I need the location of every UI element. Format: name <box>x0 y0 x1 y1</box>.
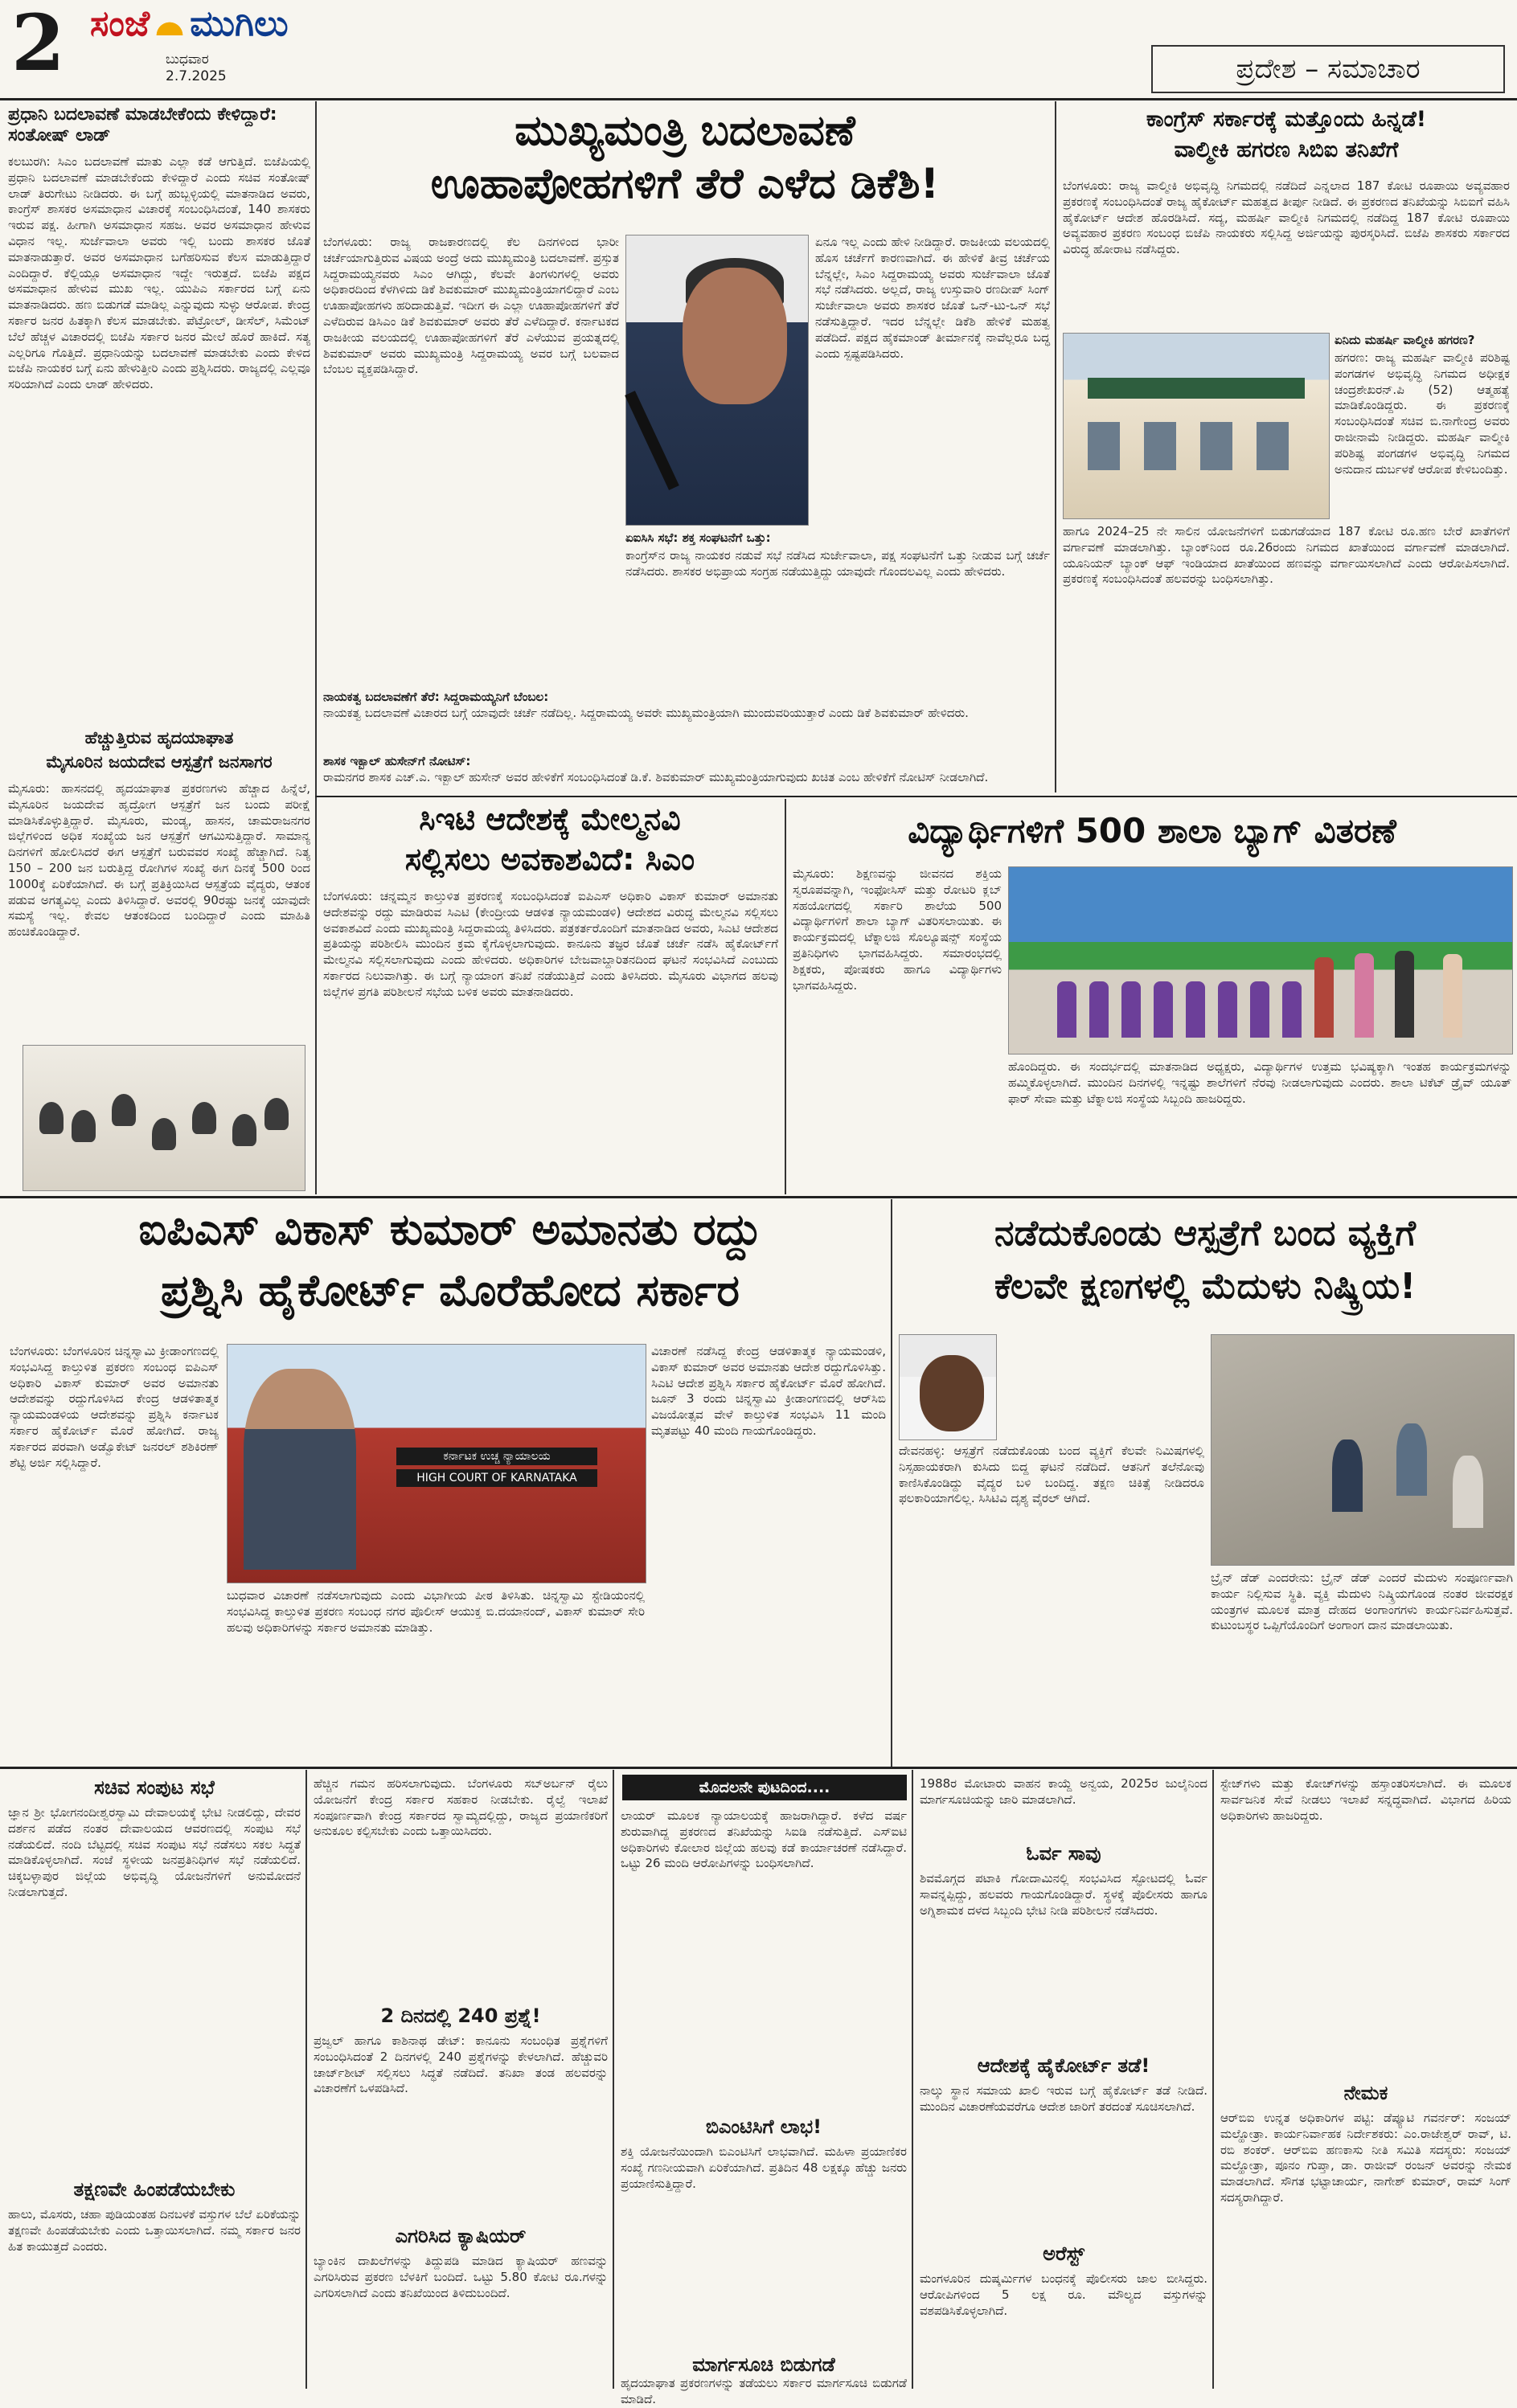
article-dks-subhead-3: ಶಾಸಕ ಇಕ್ಬಾಲ್ ಹುಸೇನ್‌ಗೆ ನೋಟಿಸ್: <box>323 754 471 768</box>
article-cet-headline-1: ಸಿಇಟಿ ಆದೇಶಕ್ಕೆ ಮೇಲ್ಮನವಿ <box>419 801 681 837</box>
cctv-still-photo <box>1211 1334 1515 1566</box>
article-questions-body-top: ಹೆಚ್ಚಿನ ಗಮನ ಹರಿಸಲಾಗುವುದು. ಬೆಂಗಳೂರು ಸಬ್‌ಅರ್ಬನ್ ರೈಲು ಯೋಜನೆಗೆ ಕೇಂದ್ರ ಸರ್ಕಾರ ಸಹಕಾರ ನೀಡಬೇಕು. ರೈಲ್ವೆ ಇಲಾಖೆ ಸಂಪೂರ್ಣವಾಗಿ ಕೇಂದ್ರ ಸರ್ಕಾರದ ಸ್ವಾಮ್ಯದಲ್ಲಿದ್ದು, ರಾಜ್ಯದ ಪ್ರಯಾಣಿಕರಿಗೆ ಅನುಕೂಲ ಕಲ್ಪಿಸಬೇಕು ಎಂದು ಒತ್ತಾಯಿಸಿದರು. <box>314 1776 608 1839</box>
article-dks-caption-body: ಕಾಂಗ್ರೆಸ್‌ನ ರಾಜ್ಯ ನಾಯಕರ ನಡುವೆ ಸಭೆ ನಡೆಸಿದ ಸುರ್ಜೇವಾಲಾ, ಪಕ್ಷ ಸಂಘಟನೆಗೆ ಒತ್ತು ನೀಡುವ ಬಗ್ಗೆ ಚರ್ಚೆ ನಡೆಸಿದರು. ಶಾಸಕರ ಅಭಿಪ್ರಾಯ ಸಂಗ್ರಹ ನಡೆಯುತ್ತಿದ್ದು ಯಾವುದೇ ಗೊಂದಲವಿಲ್ಲ ಎಂದು ಹೇಳಿದರು. <box>625 548 1050 579</box>
article-brain-body-left: ದೇವನಹಳ್ಳಿ: ಆಸ್ಪತ್ರೆಗೆ ನಡೆದುಕೊಂಡು ಬಂದ ವ್ಯಕ್ತಿಗೆ ಕೆಲವೇ ನಿಮಿಷಗಳಲ್ಲಿ ನಿಸ್ಸಹಾಯಕರಾಗಿ ಕುಸಿದು ಬಿದ್ದ ಘಟನೆ ನಡೆದಿದೆ. ಆತನಿಗೆ ತಲೆನೋವು ಕಾಣಿಸಿಕೊಂಡಿದ್ದು ವೈದ್ಯರ ಬಳಿ ಬಂದಿದ್ದ. ತಕ್ಷಣ ಚಿಕಿತ್ಸೆ ನೀಡಿದರೂ ಫಲಕಾರಿಯಾಗಲಿಲ್ಲ. ಸಿಸಿಟಿವಿ ದೃಶ್ಯ ವೈರಲ್ ಆಗಿದೆ. <box>899 1444 1204 1506</box>
article-heart-subheadline: ಮೈಸೂರಿನ ಜಯದೇವ ಆಸ್ಪತ್ರೆಗೆ ಜನಸಾಗರ <box>46 752 273 772</box>
article-dks-body-right: ಏನೂ ಇಲ್ಲ ಎಂದು ಹೇಳಿ ನೀಡಿದ್ದಾರೆ. ರಾಜಕೀಯ ವಲಯದಲ್ಲಿ ಹೊಸ ಚರ್ಚೆಗೆ ಕಾರಣವಾಗಿದೆ. ಈ ಹೇಳಿಕೆ ತೀವ್ರ ಚರ್ಚೆಯ ಬೆನ್ನಲ್ಲೇ, ಸಿಎಂ ಸಿದ್ದರಾಮಯ್ಯ ಅವರು ಸುರ್ಜೆವಾಲಾ ಜೊತೆ ಸಭೆ ನಡೆಸಿದರು. ಅಲ್ಲದೆ, ರಾಜ್ಯ ಉಸ್ತುವಾರಿ ರಣದೀಪ್ ಸಿಂಗ್ ಸುರ್ಜೇವಾಲಾ ಅವರು ಶಾಸಕರ ಜೊತೆ ಒನ್-ಟು-ಒನ್ ಸಭೆ ನಡೆಸುತ್ತಿದ್ದಾರೆ. ಇದರ ಬೆನ್ನಲ್ಲೇ ಡಿಕೆಶಿ ಹೇಳಿಕೆ ಮಹತ್ವ ಪಡೆದಿದೆ. ಪಕ್ಷದ ಹೈಕಮಾಂಡ್ ತೀರ್ಮಾನಕ್ಕೆ ನಾವೆಲ್ಲರೂ ಬದ್ಧ ಎಂದು ಸ್ಪಷ್ಟಪಡಿಸಿದರು. <box>815 235 1050 361</box>
article-cabinet-subhead-body: ಹಾಲು, ಮೊಸರು, ಚಹಾ ಪುಡಿಯಂತಹ ದಿನಬಳಕೆ ವಸ್ತುಗಳ ಬೆಲೆ ಏರಿಕೆಯನ್ನು ತಕ್ಷಣವೇ ಹಿಂಪಡೆಯಬೇಕು ಎಂದು ಒತ್ತಾಯಿಸಲಾಗಿದೆ. ನಮ್ಮ ಸರ್ಕಾರ ಜನರ ಹಿತ ಕಾಯುತ್ತದೆ ಎಂದರು. <box>8 2207 301 2254</box>
column-divider <box>891 1199 892 1767</box>
column-divider <box>1055 101 1056 792</box>
weekday: ಬುಧವಾರ <box>166 51 209 68</box>
section-rule <box>0 1196 1517 1198</box>
article-ovara-subhead-body: ನಾಲ್ಕು ಸ್ಥಾನ ಸಮಾಯ ಖಾಲಿ ಇರುವ ಬಗ್ಗೆ ಹೈಕೋರ್ಟ್ ತಡೆ ನೀಡಿದೆ. ಮುಂದಿನ ವಿಚಾರಣೆಯವರೆಗೂ ಆದೇಶ ಜಾರಿಗೆ ತರದಂತೆ ಸೂಚಿಸಲಾಗಿದೆ. <box>920 2083 1207 2114</box>
column-divider <box>785 799 786 1194</box>
section-rule <box>315 796 1517 797</box>
article-valmiki-body-top: ಬೆಂಗಳೂರು: ರಾಜ್ಯ ವಾಲ್ಮೀಕಿ ಅಭಿವೃದ್ಧಿ ನಿಗಮದಲ್ಲಿ ನಡೆದಿದೆ ಎನ್ನಲಾದ 187 ಕೋಟಿ ರೂಪಾಯಿ ಅವ್ಯವಹಾರ ಪ್ರಕರಣಕ್ಕೆ ಸಂಬಂಧಿಸಿದಂತೆ ರಾಜ್ಯ ಹೈಕೋರ್ಟ್ ಮಹತ್ವದ ತೀರ್ಪು ನೀಡಿದೆ. ಈ ಪ್ರಕರಣದ ತನಿಖೆಯನ್ನು ಸಿಬಿಐಗೆ ವಹಿಸಿ ಹೈಕೋರ್ಟ್ ಆದೇಶ ಹೊರಡಿಸಿದೆ. ಸದ್ಯ, ಮಹರ್ಷಿ ವಾಲ್ಮೀಕಿ ನಿಗಮದಲ್ಲಿ ನಡೆದಿದ್ದ 187 ಕೋಟಿ ರೂಪಾಯಿ ಅವ್ಯವಹಾರ ಪ್ರಕರಣ ಸಂಬಂಧ ಬಿಜೆಪಿ ನಾಯಕರು ಸಲ್ಲಿಸಿದ್ದ ಅರ್ಜಿಯನ್ನು ಪುರಸ್ಕರಿಸಿದೆ. ಬಿಜೆಪಿ ಶಾಸಕರು ಸರ್ಕಾರದ ವಿರುದ್ಧ ಹೋರಾಟ ನಡೆಸಿದ್ದರು. <box>1063 178 1510 257</box>
newspaper-logo <box>90 3 289 44</box>
article-ovara-subhead: ಆದೇಶಕ್ಕೆ ಹೈಕೋರ್ಟ್ ತಡೆ! <box>977 2054 1150 2077</box>
high-court-label-kannada: ಕರ್ನಾಟಕ ಉಚ್ಚ ನ್ಯಾಯಾಲಯ <box>396 1448 597 1465</box>
article-ovara-subhead-2: ಅರೆಸ್ಟ್ <box>1043 2242 1084 2265</box>
article-questions-headline: 2 ದಿನದಲ್ಲಿ 240 ಪ್ರಶ್ನೆ! <box>380 2005 541 2027</box>
article-heart-body: ಮೈಸೂರು: ಹಾಸನದಲ್ಲಿ ಹೃದಯಾಘಾತ ಪ್ರಕರಣಗಳು ಹೆಚ್ಚಾದ ಹಿನ್ನೆಲೆ, ಮೈಸೂರಿನ ಜಯದೇವ ಹೃದ್ರೋಗ ಆಸ್ಪತ್ರೆಗೆ ಜನ ಬಂದು ಪರೀಕ್ಷೆ ಮಾಡಿಸಿಕೊಳ್ಳುತ್ತಿದ್ದಾರೆ. ಮೈಸೂರು, ಮಂಡ್ಯ, ಹಾಸನ, ಚಾಮರಾಜನಗರ ಜಿಲ್ಲೆಗಳಿಂದ ಅಧಿಕ ಸಂಖ್ಯೆಯ ಜನ ಆಸ್ಪತ್ರೆಗೆ ಆಗಮಿಸುತ್ತಿದ್ದಾರೆ. ಸಾಮಾನ್ಯ ದಿನಗಳಿಗೆ ಹೋಲಿಸಿದರೆ ಈಗ ಆಸ್ಪತ್ರೆಗೆ ಬರುವವರ ಸಂಖ್ಯೆ ಹೆಚ್ಚಾಗಿದೆ. ನಿತ್ಯ 150 – 200 ಜನ ಬರುತ್ತಿದ್ದ ರೋಗಿಗಳ ಸಂಖ್ಯೆ ಈಗ ದಿನಕ್ಕೆ 500 ರಿಂದ 1000ಕ್ಕೆ ಏರಿಕೆಯಾಗಿದೆ. ಈ ಬಗ್ಗೆ ಪ್ರತಿಕ್ರಿಯಿಸಿದ ಆಸ್ಪತ್ರೆಯ ವೈದ್ಯರು, ಆತಂಕ ಪಡುವ ಅಗತ್ಯವಿಲ್ಲ ಎಂದು ತಿಳಿಸಿದ್ದಾರೆ. ಅವರಲ್ಲಿ 90ರಷ್ಟು ಜನಕ್ಕೆ ಯಾವುದೇ ಸಮಸ್ಯೆ ಇಲ್ಲ. ಕೇವಲ ಆತಂಕದಿಂದ ಬಂದಿದ್ದಾರೆ ಎಂದು ಮಾಹಿತಿ ಹಂಚಿಕೊಂಡಿದ್ದಾರೆ. <box>8 781 310 940</box>
article-cabinet-body: ಜ್ಞಾನ ಶ್ರೀ ಭೋಗನಂದೀಶ್ವರಸ್ವಾಮಿ ದೇವಾಲಯಕ್ಕೆ ಭೇಟಿ ನೀಡಲಿದ್ದು, ದೇವರ ದರ್ಶನ ಪಡೆದ ನಂತರ ದೇವಾಲಯದ ಆವರಣದಲ್ಲಿ ಸಂಪುಟ ಸಭೆ ನಡೆಯಲಿದೆ. ನಂದಿ ಬೆಟ್ಟದಲ್ಲಿ ಸಚಿವ ಸಂಪುಟ ಸಭೆ ನಡೆಸಲು ಸಕಲ ಸಿದ್ಧತೆ ಮಾಡಿಕೊಳ್ಳಲಾಗಿದೆ. ಸಂಜೆ ಸ್ಥಳೀಯ ಜನಪ್ರತಿನಿಧಿಗಳ ಸಭೆ ನಡೆಯಲಿದೆ. ಚಿಕ್ಕಬಳ್ಳಾಪುರ ಜಿಲ್ಲೆಯ ಅಭಿವೃದ್ಧಿ ಯೋಜನೆಗಳಿಗೆ ಅನುಮೋದನೆ ನೀಡಲಾಗುತ್ತದೆ. <box>8 1805 301 1899</box>
article-lad-body: ಕಲಬುರಗಿ: ಸಿಎಂ ಬದಲಾವಣೆ ಮಾತು ಎಲ್ಲಾ ಕಡೆ ಆಗುತ್ತಿದೆ. ಬಿಜೆಪಿಯಲ್ಲಿ ಪ್ರಧಾನಿ ಬದಲಾವಣೆ ಮಾಡಬೇಕೆಂದು ಕೇಳಿದ್ದಾರೆ ಎಂದು ಸಚಿವ ಸಂತೋಷ್ ಲಾಡ್ ತಿರುಗೇಟು ನೀಡಿದರು. ಈ ಬಗ್ಗೆ ಹುಬ್ಬಳ್ಳಿಯಲ್ಲಿ ಮಾತನಾಡಿದ ಅವರು, ಕಾಂಗ್ರೆಸ್ ಶಾಸಕರ ಅಸಮಾಧಾನ ವಿಚಾರಕ್ಕೆ ಸಂಬಂಧಿಸಿದಂತೆ, 140 ಶಾಸಕರು ಇರುವ ಪಕ್ಷ. ಹೀಗಾಗಿ ಅಸಮಾಧಾನ ಸಹಜ. ಅವರ ಅಸಮಾಧಾನ ಹೇಳುವ ವಿಧಾನ ಇಲ್ಲ. ಸುರ್ಜೆವಾಲಾ ಅವರು ಇಲ್ಲಿ ಬಂದು ಶಾಸಕರ ಜೊತೆ ಮಾತನಾಡುತ್ತಾರೆ. ಅವರ ಅಸಮಾಧಾನ ಬಗೆಹರಿಸುವ ಕೆಲಸ ಮಾಡುತ್ತಿದ್ದಾರೆ ಎಂದಿದ್ದಾರೆ. ಕೆಲ್ಲಿಯ್ಲೂ ಅಸಮಾಧಾನ ಇದ್ದೇ ಇರುತ್ತದೆ. ಬಿಜೆಪಿ ಪಕ್ಷದ ಅಸಮಾಧಾನ ಹೇಳುವ ಮುಖ ಇಲ್ಲ. ಯುಪಿಎ ಸರ್ಕಾರದ ಬಗ್ಗೆ ಏನು ಮಾತನಾಡಿದರು. ಹಣ ಬಿಡುಗಡೆ ಮಾಡಿಲ್ಲ ಎನ್ನುವುದು ಸುಳ್ಳು ಆರೋಪ. ಕೇಂದ್ರ ಸರ್ಕಾರ ಜನರ ಹಿತಕ್ಕಾಗಿ ಕೆಲಸ ಮಾಡಬೇಕು. ಪೆಟ್ರೋಲ್, ಡೀಸೆಲ್, ಸಿಮೆಂಟ್ ಬೆಲೆ ಹೆಚ್ಚಳ ವಿಚಾರದಲ್ಲಿ ಬಿಜೆಪಿ ಸರ್ಕಾರ ಜನರ ಮೇಲೆ ಹೊರೆ ಹಾಕಿದೆ. ಸತ್ಯ ಎಲ್ಲರಿಗೂ ಗೊತ್ತಿದೆ. ಪ್ರಧಾನಿಯನ್ನು ಬದಲಾವಣೆ ಮಾಡಬೇಕು ಎಂದು ಕೇಳಿದ ಬಿಜೆಪಿ ನಾಯಕರ ಬಗ್ಗೆ ಏನು ಹೇಳುತ್ತೀರಿ ಎಂದು ಪ್ರಶ್ನಿಸಿದರು. ರಾಜ್ಯದಲ್ಲಿ ಎಲ್ಲವೂ ಸರಿಯಾಗಿದೆ ಎಂದು ಲಾಡ್ ಹೇಳಿದರು. <box>8 154 310 392</box>
article-dks-subhead-2-body: ನಾಯಕತ್ವ ಬದಲಾವಣೆ ವಿಚಾರದ ಬಗ್ಗೆ ಯಾವುದೇ ಚರ್ಚೆ ನಡೆದಿಲ್ಲ. ಸಿದ್ದರಾಮಯ್ಯ ಅವರೇ ಮುಖ್ಯಮಂತ್ರಿಯಾಗಿ ಮುಂದುವರಿಯುತ್ತಾರೆ ಎಂದು ಡಿಕೆ ಶಿವಕುಮಾರ್ ಹೇಳಿದರು. <box>323 706 969 720</box>
sun-icon <box>156 16 183 35</box>
article-continued-body-top: ಲಾಯರ್ ಮೂಲಕ ನ್ಯಾಯಾಲಯಕ್ಕೆ ಹಾಜರಾಗಿದ್ದಾರೆ. ಕಳೆದ ವರ್ಷ ಶುರುವಾಗಿದ್ದ ಪ್ರಕರಣದ ತನಿಖೆಯನ್ನು ಸಿಐಡಿ ನಡೆಸುತ್ತಿದೆ. ಎಸ್ಐಟಿ ಅಧಿಕಾರಿಗಳು ಕೋಲಾರ ಜಿಲ್ಲೆಯ ಹಲವು ಕಡೆ ಕಾರ್ಯಾಚರಣೆ ನಡೆಸಿದ್ದಾರೆ. ಒಟ್ಟು 26 ಮಂದಿ ಆರೋಪಿಗಳನ್ನು ಬಂಧಿಸಲಾಗಿದೆ. <box>621 1808 907 1871</box>
article-ips-headline-2: ಪ್ರಶ್ನಿಸಿ ಹೈಕೋರ್ಟ್ ಮೊರೆಹೋದ ಸರ್ಕಾರ <box>161 1265 740 1316</box>
dk-shivakumar-photo <box>625 235 809 526</box>
article-dks-body-left: ಬೆಂಗಳೂರು: ರಾಜ್ಯ ರಾಜಕಾರಣದಲ್ಲಿ ಕೆಲ ದಿನಗಳಿಂದ ಭಾರೀ ಚರ್ಚೆಯಾಗುತ್ತಿರುವ ವಿಷಯ ಅಂದ್ರೆ ಅದು ಮುಖ್ಯಮಂತ್ರಿ ಬದಲಾವಣೆ. ಪ್ರಸ್ತುತ ಸಿದ್ದರಾಮಯ್ಯನವರು ಸಿಎಂ ಆಗಿದ್ದು, ಕೆಲವೇ ತಿಂಗಳುಗಳಲ್ಲಿ ಅವರು ಅಧಿಕಾರದಿಂದ ಕೆಳಗಿಳಿದು ಡಿಕೆ ಶಿವಕುಮಾರ್ ಮುಖ್ಯಮಂತ್ರಿಯಾಗಲಿದ್ದಾರೆ ಎಂಬ ಊಹಾಪೋಹಗಳು ಹರಿದಾಡುತ್ತಿವೆ. ಇದೀಗ ಈ ಎಲ್ಲಾ ಊಹಾಪೋಹಗಳಿಗೆ ತೆರೆ ಎಳೆದಿರುವ ಡಿಸಿಎಂ ಡಿಕೆ ಶಿವಕುಮಾರ್ ಅವರು ತೆರೆ ಎಳೆದಿದ್ದಾರೆ. ಕರ್ನಾಟಕದ ರಾಜಕೀಯ ವಲಯದಲ್ಲಿ ಊಹಾಪೋಹಗಳಿಗೆ ತೆರೆ ಎಳೆಯುವ ಪ್ರಯತ್ನದಲ್ಲಿ ಶಿವಕುಮಾರ್ ಅವರು ಮುಖ್ಯಮಂತ್ರಿ ಸಿದ್ದರಾಮಯ್ಯ ಅವರ ಬಗ್ಗೆ ಬಲವಾದ ಬೆಂಬಲ ವ್ಯಕ್ತಪಡಿಸಿದ್ದಾರೆ. <box>323 235 619 377</box>
article-dks-caption: ಏಐಸಿಸಿ ಸಭೆ: ಶಕ್ತ ಸಂಘಟನೆಗೆ ಒತ್ತು: <box>625 530 771 545</box>
page-number: 2 <box>11 0 65 88</box>
article-brain-body-right: ಬ್ರೈನ್ ಡೆಡ್ ಎಂದರೇನು: ಬ್ರೈನ್ ಡೆಡ್ ಎಂದರೆ ಮೆದುಳು ಸಂಪೂರ್ಣವಾಗಿ ಕಾರ್ಯ ನಿಲ್ಲಿಸುವ ಸ್ಥಿತಿ. ವ್ಯಕ್ತಿ ಮೆದುಳು ನಿಷ್ಕ್ರಿಯಗೊಂಡ ನಂತರ ಜೀವರಕ್ಷಕ ಯಂತ್ರಗಳ ಮೂಲಕ ಮಾತ್ರ ದೇಹದ ಅಂಗಾಂಗಗಳು ಕಾರ್ಯನಿರ್ವಹಿಸುತ್ತವೆ. ಕುಟುಂಬಸ್ಥರ ಒಪ್ಪಿಗೆಯೊಂದಿಗೆ ಅಂಗಾಂಗ ದಾನ ಮಾಡಲಾಯಿತು. <box>1211 1571 1513 1633</box>
logo-word-sanje: ಸಂಜೆ <box>90 3 150 44</box>
article-ovara-body: ಶಿವಮೊಗ್ಗದ ಪಟಾಕಿ ಗೋದಾಮಿನಲ್ಲಿ ಸಂಭವಿಸಿದ ಸ್ಫೋಟದಲ್ಲಿ ಓರ್ವ ಸಾವನ್ನಪ್ಪಿದ್ದು, ಹಲವರು ಗಾಯಗೊಂಡಿದ್ದಾರೆ. ಸ್ಥಳಕ್ಕೆ ಪೊಲೀಸರು ಹಾಗೂ ಅಗ್ನಿಶಾಮಕ ದಳದ ಸಿಬ್ಬಂದಿ ಭೇಟಿ ನೀಡಿ ಪರಿಶೀಲನೆ ನಡೆಸಿದರು. <box>920 1871 1207 1918</box>
article-ips-body-mid: ವಿಚಾರಣೆ ನಡೆಸಿದ್ದ ಕೇಂದ್ರ ಆಡಳಿತಾತ್ಮಕ ನ್ಯಾಯಮಂಡಳಿ, ವಿಕಾಸ್ ಕುಮಾರ್ ಅವರ ಅಮಾನತು ಆದೇಶ ರದ್ದುಗೊಳಿಸಿತ್ತು. ಸಿಎಟಿ ಆದೇಶ ಪ್ರಶ್ನಿಸಿ ಸರ್ಕಾರ ಹೈಕೋರ್ಟ್ ಮೊರೆ ಹೋಗಿದೆ. ಜೂನ್ 3 ರಂದು ಚಿನ್ನಸ್ವಾಮಿ ಕ್ರೀಡಾಂಗಣದಲ್ಲಿ ಆರ್‌ಸಿಬಿ ವಿಜಯೋತ್ಸವ ವೇಳೆ ಕಾಲ್ತುಳಿತ ಸಂಭವಿಸಿ 11 ಮಂದಿ ಮೃತಪಟ್ಟು 40 ಮಂದಿ ಗಾಯಗೊಂಡಿದ್ದರು. <box>651 1344 886 1438</box>
article-questions-subhead-body: ಬ್ಯಾಂಕಿನ ದಾಖಲೆಗಳನ್ನು ತಿದ್ದುಪಡಿ ಮಾಡಿದ ಕ್ಯಾಷಿಯರ್ ಹಣವನ್ನು ಎಗರಿಸಿರುವ ಪ್ರಕರಣ ಬೆಳಕಿಗೆ ಬಂದಿದೆ. ಒಟ್ಟು 5.80 ಕೋಟಿ ರೂ.ಗಳನ್ನು ಎಗರಿಸಲಾಗಿದೆ ಎಂದು ತನಿಖೆಯಿಂದ ತಿಳಿದುಬಂದಿದೆ. <box>314 2254 608 2300</box>
masthead-rule <box>0 98 1517 100</box>
article-continued-subhead: ಬಿಎಂಟಿಸಿಗೆ ಲಾಭ! <box>705 2115 822 2138</box>
article-ips-body-bottom: ಬುಧವಾರ ವಿಚಾರಣೆ ನಡೆಸಲಾಗುವುದು ಎಂದು ವಿಭಾಗೀಯ ಪೀಠ ತಿಳಿಸಿತು. ಚಿನ್ನಸ್ವಾಮಿ ಸ್ಟೇಡಿಯಂನಲ್ಲಿ ಸಂಭವಿಸಿದ್ದ ಕಾಲ್ತುಳಿತ ಪ್ರಕರಣ ಸಂಬಂಧ ನಗರ ಪೊಲೀಸ್ ಆಯುಕ್ತ ಬಿ.ದಯಾನಂದ್, ವಿಕಾಸ್ ಕುಮಾರ್ ಸೇರಿ ಹಲವು ಅಧಿಕಾರಿಗಳನ್ನು ಸರ್ಕಾರ ಅಮಾನತು ಮಾಡಿತ್ತು. <box>227 1588 645 1635</box>
article-cabinet-subhead: ತಕ್ಷಣವೇ ಹಿಂಪಡೆಯಬೇಕು <box>73 2178 236 2201</box>
section-rule <box>0 1767 1517 1769</box>
article-dks-headline-2: ಊಹಾಪೋಹಗಳಿಗೆ ತೆರೆ ಎಳೆದ ಡಿಕೆಶಿ! <box>430 160 940 208</box>
article-valmiki-headline-1: ಕಾಂಗ್ರೆಸ್ ಸರ್ಕಾರಕ್ಕೆ ಮತ್ತೊಂದು ಹಿನ್ನಡೆ! <box>1146 107 1427 132</box>
column-divider <box>613 1770 614 2389</box>
article-valmiki-body-mid: ಹಗರಣ: ರಾಜ್ಯ ಮಹರ್ಷಿ ವಾಲ್ಮೀಕಿ ಪರಿಶಿಷ್ಟ ಪಂಗಡಗಳ ಅಭಿವೃದ್ಧಿ ನಿಗಮದ ಅಧೀಕ್ಷಕ ಚಂದ್ರಶೇಖರನ್.ಪಿ (52) ಆತ್ಮಹತ್ಯೆ ಮಾಡಿಕೊಂಡಿದ್ದರು. ಈ ಪ್ರಕರಣಕ್ಕೆ ಸಂಬಂಧಿಸಿದಂತೆ ಸಚಿವ ಬಿ.ನಾಗೇಂದ್ರ ಅವರು ರಾಜೀನಾಮೆ ನೀಡಿದ್ದರು. ಮಹರ್ಷಿ ವಾಲ್ಮೀಕಿ ಪರಿಶಿಷ್ಟ ಪಂಗಡಗಳ ಅಭಿವೃದ್ಧಿ ನಿಗಮದ ಅನುದಾನ ದುರ್ಬಳಕೆ ಆರೋಪ ಕೇಳಿಬಂದಿತ್ತು. <box>1335 350 1510 477</box>
column-divider <box>315 101 317 1194</box>
article-questions-body: ಪ್ರಜ್ವಲ್ ಹಾಗೂ ಕಾಶಿನಾಥ ಡೇಟ್: ಕಾನೂನು ಸಂಬಂಧಿತ ಪ್ರಶ್ನೆಗಳಿಗೆ ಸಂಬಂಧಿಸಿದಂತೆ 2 ದಿನಗಳಲ್ಲಿ 240 ಪ್ರಶ್ನೆಗಳನ್ನು ಕೇಳಲಾಗಿದೆ. ಹೆಚ್ಚುವರಿ ಚಾರ್ಜ್‌ಶೀಟ್ ಸಲ್ಲಿಸಲು ಸಿದ್ಧತೆ ನಡೆದಿದೆ. ತನಿಖಾ ತಂಡ ಹಲವರನ್ನು ವಿಚಾರಣೆಗೆ ಒಳಪಡಿಸಿದೆ. <box>314 2033 608 2096</box>
article-continued-subhead-2-body: ಹೃದಯಾಘಾತ ಪ್ರಕರಣಗಳನ್ನು ತಡೆಯಲು ಸರ್ಕಾರ ಮಾರ್ಗಸೂಚಿ ಬಿಡುಗಡೆ ಮಾಡಿದೆ. <box>621 2376 907 2406</box>
column-divider <box>1212 1770 1214 2389</box>
hospital-crowd-photo <box>23 1045 305 1191</box>
article-dks-subhead-3-body: ರಾಮನಗರ ಶಾಸಕ ಎಚ್.ಎ. ಇಕ್ಬಾಲ್ ಹುಸೇನ್ ಅವರ ಹೇಳಿಕೆಗೆ ಸಂಬಂಧಿಸಿದಂತೆ ಡಿ.ಕೆ. ಶಿವಕುಮಾರ್ ಮುಖ್ಯಮಂತ್ರಿಯಾಗುವುದು ಖಚಿತ ಎಂಬ ಹೇಳಿಕೆಗೆ ನೋಟಿಸ್ ನೀಡಲಾಗಿದೆ. <box>323 770 989 784</box>
dateline <box>166 51 227 86</box>
article-ovara-headline: ಓರ್ವ ಸಾವು <box>1026 1842 1101 1865</box>
article-ips-body-left: ಬೆಂಗಳೂರು: ಬೆಂಗಳೂರಿನ ಚಿನ್ನಸ್ವಾಮಿ ಕ್ರೀಡಾಂಗಣದಲ್ಲಿ ಸಂಭವಿಸಿದ್ದ ಕಾಲ್ತುಳಿತ ಪ್ರಕರಣ ಸಂಬಂಧ ಐಪಿಎಸ್ ಅಧಿಕಾರಿ ವಿಕಾಸ್ ಕುಮಾರ್ ಅವರ ಅಮಾನತು ಆದೇಶವನ್ನು ರದ್ದುಗೊಳಿಸಿದ ಕೇಂದ್ರ ಆಡಳಿತಾತ್ಮಕ ನ್ಯಾಯಮಂಡಳಿಯ ಆದೇಶವನ್ನು ಪ್ರಶ್ನಿಸಿ ಕರ್ನಾಟಕ ಸರ್ಕಾರ ಹೈಕೋರ್ಟ್ ಮೊರೆ ಹೋಗಿದೆ. ರಾಜ್ಯ ಸರ್ಕಾರದ ಪರವಾಗಿ ಅಡ್ವೊಕೇಟ್ ಜನರಲ್ ಶಶಿಕಿರಣ್ ಶೆಟ್ಟಿ ಅರ್ಜಿ ಸಲ್ಲಿಸಿದ್ದಾರೆ. <box>10 1344 219 1470</box>
article-bags-body-left: ಮೈಸೂರು: ಶಿಕ್ಷಣವನ್ನು ಜೀವನದ ಶಕ್ತಿಯ ಸ್ವರೂಪವನ್ನಾಗಿ, ಇಂಫೋಸಿಸ್ ಮತ್ತು ರೋಟರಿ ಕ್ಲಬ್ ಸಹಯೋಗದಲ್ಲಿ ಸರ್ಕಾರಿ ಶಾಲೆಯ 500 ವಿದ್ಯಾರ್ಥಿಗಳಿಗೆ ಶಾಲಾ ಬ್ಯಾಗ್ ವಿತರಿಸಲಾಯಿತು. ಈ ಕಾರ್ಯಕ್ರಮದಲ್ಲಿ ಟೆಕ್ನಾಲಜಿ ಸೊಲ್ಯೂಷನ್ಸ್ ಸಂಸ್ಥೆಯ ಪ್ರತಿನಿಧಿಗಳು ಭಾಗವಹಿಸಿದ್ದರು. ಸಮಾರಂಭದಲ್ಲಿ ಶಿಕ್ಷಕರು, ಪೋಷಕರು ಹಾಗೂ ವಿದ್ಯಾರ್ಥಿಗಳು ಭಾಗವಹಿಸಿದ್ದರು. <box>793 866 1002 993</box>
article-heart-headline: ಹೆಚ್ಚುತ್ತಿರುವ ಹೃದಯಾಘಾತ <box>84 728 234 747</box>
article-bags-headline: ವಿದ್ಯಾರ್ಥಿಗಳಿಗೆ 500 ಶಾಲಾ ಬ್ಯಾಗ್ ವಿತರಣೆ <box>908 811 1396 850</box>
column-divider <box>305 1770 307 2389</box>
article-valmiki-body-bottom: ಹಾಗೂ 2024–25 ನೇ ಸಾಲಿನ ಯೋಜನೆಗಳಿಗೆ ಬಿಡುಗಡೆಯಾದ 187 ಕೋಟಿ ರೂ.ಹಣ ಬೇರೆ ಖಾತೆಗಳಿಗೆ ವರ್ಗಾವಣೆ ಮಾಡಲಾಗಿತ್ತು. ಬ್ಯಾಂಕ್‌ನಿಂದ ರೂ.26ರಂದು ನಿಗಮದ ಖಾತೆಯಿಂದ ವರ್ಗಾವಣೆ ಮಾಡಲಾಗಿದೆ. ಯೂನಿಯನ್ ಬ್ಯಾಂಕ್ ಆಫ್ ಇಂಡಿಯಾದ ಖಾತೆಯಿಂದ ಹಣವನ್ನು ವರ್ಗಾಯಿಸಲಾಗಿದೆ ಎಂದು ಆರೋಪಿಸಲಾಗಿದೆ. ಪ್ರಕರಣಕ್ಕೆ ಸಂಬಂಧಿಸಿದಂತೆ ಹಲವರನ್ನು ಬಂಧಿಸಲಾಗಿತ್ತು. <box>1063 524 1510 587</box>
article-continued-subhead-body: ಶಕ್ತಿ ಯೋಜನೆಯಿಂದಾಗಿ ಬಿಎಂಟಿಸಿಗೆ ಲಾಭವಾಗಿದೆ. ಮಹಿಳಾ ಪ್ರಯಾಣಿಕರ ಸಂಖ್ಯೆ ಗಣನೀಯವಾಗಿ ಏರಿಕೆಯಾಗಿದೆ. ಪ್ರತಿದಿನ 48 ಲಕ್ಷಕ್ಕೂ ಹೆಚ್ಚು ಜನರು ಪ್ರಯಾಣಿಸುತ್ತಿದ್ದಾರೆ. <box>621 2144 907 2191</box>
article-ips-headline-1: ಐಪಿಎಸ್ ವಿಕಾಸ್ ಕುಮಾರ್ ಅಮಾನತು ರದ್ದು <box>138 1204 762 1255</box>
logo-word-mugilu: ಮುಗಿಲು <box>190 3 289 44</box>
article-brain-headline-1: ನಡೆದುಕೊಂಡು ಆಸ್ಪತ್ರೆಗೆ ಬಂದ ವ್ಯಕ್ತಿಗೆ <box>994 1213 1416 1254</box>
valmiki-office-photo <box>1063 333 1330 519</box>
column-divider <box>912 1770 913 2389</box>
victim-portrait-photo <box>899 1334 997 1440</box>
school-bag-distribution-photo <box>1008 866 1513 1055</box>
article-brain-headline-2: ಕೆಲವೇ ಕ್ಷಣಗಳಲ್ಲಿ ಮೆದುಳು ನಿಷ್ಕ್ರಿಯ! <box>994 1266 1417 1307</box>
article-questions-subhead: ಎಗರಿಸಿದ ಕ್ಯಾಷಿಯರ್ <box>395 2225 527 2247</box>
continued-banner: ಮೊದಲನೇ ಪುಟದಿಂದ.... <box>622 1775 907 1800</box>
high-court-photo <box>227 1344 646 1583</box>
article-lad-headline: ಪ್ರಧಾನಿ ಬದಲಾವಣೆ ಮಾಡಬೇಕೆಂದು ಕೇಳಿದ್ದಾರೆ: ಸಂತೋಷ್ ಲಾಡ್ <box>8 104 277 146</box>
article-appointment-body: ಆರ್‌ಬಿಐ ಉನ್ನತ ಅಧಿಕಾರಿಗಳ ಪಟ್ಟಿ: ಡೆಪ್ಯೂಟಿ ಗವರ್ನರ್: ಸಂಜಯ್ ಮಲ್ಹೋತ್ರಾ. ಕಾರ್ಯನಿರ್ವಾಹಕ ನಿರ್ದೇಶಕರು: ಎಂ.ರಾಜೇಶ್ವರ್ ರಾವ್, ಟಿ. ರಬಿ ಶಂಕರ್. ಆರ್‌ಬಿಐ ಹಣಕಾಸು ನೀತಿ ಸಮಿತಿ ಸದಸ್ಯರು: ಸಂಜಯ್ ಮಲ್ಹೋತ್ರಾ, ಪೂನಂ ಗುಪ್ತಾ, ಡಾ. ರಾಜೀವ್ ರಂಜನ್ ಅವರನ್ನು ನೇಮಕ ಮಾಡಲಾಗಿದೆ. ಸೌಗತ ಭಟ್ಟಾಚಾರ್ಯ, ನಾಗೇಶ್ ಕುಮಾರ್, ರಾಮ್ ಸಿಂಗ್ ಸದಸ್ಯರಾಗಿದ್ದಾರೆ. <box>1220 2111 1511 2205</box>
article-cabinet-headline: ಸಚಿವ ಸಂಪುಟ ಸಭೆ <box>94 1776 215 1799</box>
article-ovara-body-top: 1988ರ ಮೋಟಾರು ವಾಹನ ಕಾಯ್ದೆ ಅನ್ವಯ, 2025ರ ಜುಲೈನಿಂದ ಮಾರ್ಗಸೂಚಿಯನ್ನು ಜಾರಿ ಮಾಡಲಾಗಿದೆ. <box>920 1776 1207 1807</box>
article-dks-headline-1: ಮುಖ್ಯಮಂತ್ರಿ ಬದಲಾವಣೆ <box>515 107 855 155</box>
article-bags-body-right: ಹೊಂದಿದ್ದರು. ಈ ಸಂದರ್ಭದಲ್ಲಿ ಮಾತನಾಡಿದ ಅಧ್ಯಕ್ಷರು, ವಿದ್ಯಾರ್ಥಿಗಳ ಉತ್ತಮ ಭವಿಷ್ಯಕ್ಕಾಗಿ ಇಂತಹ ಕಾರ್ಯಕ್ರಮಗಳನ್ನು ಹಮ್ಮಿಕೊಳ್ಳಲಾಗಿದೆ. ಮುಂದಿನ ದಿನಗಳಲ್ಲಿ ಇನ್ನಷ್ಟು ಶಾಲೆಗಳಿಗೆ ನೆರವು ನೀಡಲಾಗುವುದು ಎಂದರು. ಶಾಲಾ ಟಿಕೆಟ್ ಡ್ರೈವ್ ಯೂತ್ ಫಾರ್ ಸೇವಾ ಮತ್ತು ಟೆಕ್ನಾಲಜಿ ಸಂಸ್ಥೆಯ ಸಿಬ್ಬಂದಿ ಹಾಜರಿದ್ದರು. <box>1008 1059 1511 1106</box>
article-cet-body: ಬೆಂಗಳೂರು: ಚನ್ನಮ್ಮನ ಕಾಲ್ತುಳಿತ ಪ್ರಕರಣಕ್ಕೆ ಸಂಬಂಧಿಸಿದಂತೆ ಐಪಿಎಸ್ ಅಧಿಕಾರಿ ವಿಕಾಸ್ ಕುಮಾರ್ ಅಮಾನತು ಆದೇಶವನ್ನು ರದ್ದು ಮಾಡಿರುವ ಸಿಎಟಿ (ಕೇಂದ್ರೀಯ ಆಡಳಿತ ನ್ಯಾಯಮಂಡಳಿ) ಆದೇಶದ ವಿರುದ್ಧ ಮೇಲ್ಮನವಿ ಸಲ್ಲಿಸಲು ಅವಕಾಶವಿದೆ ಎಂದು ಮುಖ್ಯಮಂತ್ರಿ ಸಿದ್ದರಾಮಯ್ಯ ತಿಳಿಸಿದರು. ಪತ್ರಕರ್ತರೊಂದಿಗೆ ಮಾತನಾಡಿದ ಅವರು, ಸಿಎಟಿ ಆದೇಶದ ಪ್ರತಿಯನ್ನು ಪರಿಶೀಲಿಸಿ ಮುಂದಿನ ಕ್ರಮ ಕೈಗೊಳ್ಳಲಾಗುವುದು. ಕಾನೂನು ತಜ್ಞರ ಜೊತೆ ಚರ್ಚೆ ನಡೆಸಿ ಹೈಕೋರ್ಟ್‌ಗೆ ಮೇಲ್ಮನವಿ ಸಲ್ಲಿಸಲಾಗುವುದು ಎಂದು ಹೇಳಿದರು. ಅಧಿಕಾರಿಗಳ ಬೇಜವಾಬ್ದಾರಿತನದಿಂದ ಘಟನೆ ಸಂಭವಿಸಿದೆ ಎಂಬುದು ಸರ್ಕಾರದ ನಿಲುವಾಗಿತ್ತು. ಈ ಬಗ್ಗೆ ನ್ಯಾಯಾಂಗ ತನಿಖೆ ನಡೆಯುತ್ತಿದೆ ಎಂದು ತಿಳಿಸಿದರು. ಮೈಸೂರು ವಿಭಾಗದ ಹಲವು ಜಿಲ್ಲೆಗಳ ಪ್ರಗತಿ ಪರಿಶೀಲನೆ ಸಭೆಯ ಬಳಿಕ ಅವರು ಮಾತನಾಡಿದರು. <box>323 889 778 999</box>
article-dks-subhead-2: ನಾಯಕತ್ವ ಬದಲಾವಣೆಗೆ ತೆರೆ: ಸಿದ್ದರಾಮಯ್ಯನಿಗೆ ಬೆಂಬಲ: <box>323 690 549 704</box>
officer-figure <box>244 1369 356 1570</box>
article-continued-subhead-2: ಮಾರ್ಗಸೂಚಿ ಬಿಡುಗಡೆ <box>692 2353 835 2376</box>
article-cet-headline-2: ಸಲ್ಲಿಸಲು ಅವಕಾಶವಿದೆ: ಸಿಎಂ <box>404 842 695 877</box>
section-title: ಪ್ರದೇಶ – ಸಮಾಚಾರ <box>1151 45 1505 93</box>
article-appointment-body-top: ಸ್ಟೇಜ್‌ಗಳು ಮತ್ತು ಕೋಚ್‌ಗಳನ್ನು ಹಸ್ತಾಂತರಿಸಲಾಗಿದೆ. ಈ ಮೂಲಕ ಸಾರ್ವಜನಿಕ ಸೇವೆ ನೀಡಲು ಇಲಾಖೆ ಸನ್ನದ್ಧವಾಗಿದೆ. ವಿಭಾಗದ ಹಿರಿಯ ಅಧಿಕಾರಿಗಳು ಹಾಜರಿದ್ದರು. <box>1220 1776 1511 1823</box>
article-valmiki-subhead: ಏನಿದು ಮಹರ್ಷಿ ವಾಲ್ಮೀಕಿ ಹಗರಣ? <box>1335 333 1475 347</box>
article-ovara-subhead-2-body: ಮಂಗಳೂರಿನ ದುಷ್ಕರ್ಮಿಗಳ ಬಂಧನಕ್ಕೆ ಪೊಲೀಸರು ಜಾಲ ಬೀಸಿದ್ದರು. ಆರೋಪಿಗಳಿಂದ 5 ಲಕ್ಷ ರೂ. ಮೌಲ್ಯದ ವಸ್ತುಗಳನ್ನು ವಶಪಡಿಸಿಕೊಳ್ಳಲಾಗಿದೆ. <box>920 2271 1207 2318</box>
high-court-label: HIGH COURT OF KARNATAKA <box>396 1469 597 1487</box>
article-valmiki-headline-2: ವಾಲ್ಮೀಕಿ ಹಗರಣ ಸಿಬಿಐ ತನಿಖೆಗೆ <box>1174 137 1399 162</box>
issue-date: 2.7.2025 <box>166 68 227 85</box>
article-appointment-headline: ನೇಮಕ <box>1343 2082 1388 2104</box>
